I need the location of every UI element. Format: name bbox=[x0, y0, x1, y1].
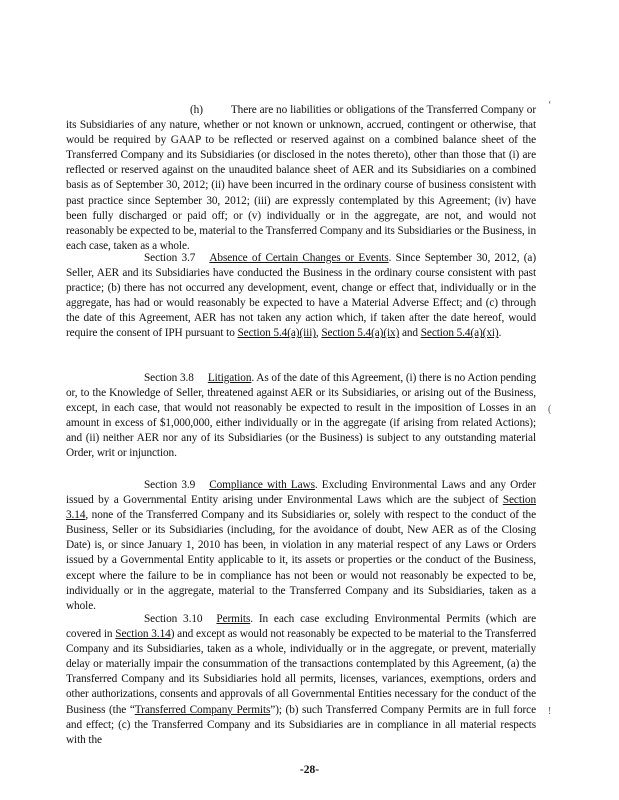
section-3-7-heading: Absence of Certain Changes or Events bbox=[209, 252, 389, 264]
section-3-10-body-b: ) and except as would not reasonably be expected to be material to the Transferred Company and its Subsidiaries, taken as a whole, individually or in the aggregate, or prevent, materially delay or materially impair the consummation of the transactions contemplated by this Agreement, (a) the Transferred Company and its Subsidiaries hold all permits, licenses, variances, exemptions, orders and other authorizations, consents and approvals of all Governmental Entities necessary for the conduct of the Business (the “ bbox=[66, 628, 536, 716]
section-3-8 bbox=[66, 371, 536, 462]
section-5-4-a-iii-link[interactable]: Section 5.4(a)(iii) bbox=[237, 327, 316, 340]
section-3-8-body: . As of the date of this Agreement, (i) there is no Action pending or, to the Knowledge of Seller, threatened against AER or its Subsidiaries, or arising out of the Business, except, in each case, that would not reasonably be expected to result in the imposition of Losses in an amount in excess of $1,000,000, either individually or in the aggregate (if arising from related Actions); and (ii) neither AER nor any of its Subsidiaries (or the Business) is subject to any outstanding material Order, writ or injunction. bbox=[66, 372, 536, 460]
section-3-7-end: . bbox=[498, 327, 502, 340]
section-3-14-link[interactable]: Section 3.14 bbox=[66, 494, 536, 522]
section-5-4-a-ix-link[interactable]: Section 5.4(a)(ix) bbox=[321, 327, 400, 340]
section-3-7-sep2: and bbox=[399, 327, 421, 340]
paragraph-h-label: (h) bbox=[190, 104, 203, 116]
section-3-9-heading: Compliance with Laws bbox=[209, 479, 315, 491]
transferred-company-permits-term: Transferred Company Permits bbox=[134, 703, 271, 716]
section-3-7-body: . Since September 30, 2012, (a) Seller, AER and its Subsidiaries have conducted the Business in the ordinary course consistent with past practice; (b) there has not occurred any development, event, change or effect that, individually or in the aggregate, has had or would reasonably be expected to have a Material Adverse Effect; and (c) through the date of this Agreement, AER has not taken any action which, if taken after the date hereof, would require the consent of IPH pursuant to bbox=[66, 252, 537, 340]
section-3-7 bbox=[66, 251, 536, 342]
section-3-10-number: Section 3.10 bbox=[144, 613, 203, 625]
section-3-7-sep1: , bbox=[315, 327, 322, 340]
section-3-10 bbox=[66, 612, 536, 748]
section-3-9-body-b: , none of the Transferred Company and its Subsidiaries or, solely with respect to the conduct of the Business, Seller or its Subsidiaries (including, for the avoidance of doubt, New AER as of the Closing Date) is, or since January 1, 2010 has been, in violation in any material respect of any Laws or Orders issued by a Governmental Entity applicable to it, its assets or properties or the conduct of the Business, except where the failure to be in compliance has not been or would not reasonably be expected to be, individually or in the aggregate, material to the Transferred Company and its Subsidiaries, taken as a whole. bbox=[66, 509, 536, 612]
page-number: -28- bbox=[299, 764, 320, 776]
section-3-14-link-2[interactable]: Section 3.14 bbox=[115, 628, 171, 641]
section-3-10-body-c: ”); (b) such Transferred Company Permits are in full force and effect; (c) the Transferred Company and its Subsidiaries are in compliance in all material respects with the bbox=[66, 703, 536, 746]
margin-mark-3: ! bbox=[548, 706, 552, 717]
paragraph-h-text: There are no liabilities or obligations of the Transferred Company or its Subsidiaries of any nature, whether or not known or unknown, accrued, contingent or otherwise, that would be required by GAAP to be reflected or reserved against on a combined balance sheet of the Transferred Company and its Subsidiaries (or disclosed in the notes thereto), other than those that (i) are reflected or reserved against on the unaudited balance sheet of AER and its Subsidiaries on a combined basis as of September 30, 2012; (ii) have been incurred in the ordinary course of business consistent with past practice since September 30, 2012; (iii) are expressly contemplated by this Agreement; (iv) have been fully discharged or paid off; or (v) individually or in the aggregate, are not, and would not reasonably be expected to be, material to the Transferred Company and its Subsidiaries or the Business, in each case, taken as a whole. bbox=[66, 104, 536, 252]
section-3-8-number: Section 3.8 bbox=[144, 372, 194, 384]
section-3-7-number: Section 3.7 bbox=[144, 252, 196, 264]
section-3-8-heading: Litigation bbox=[207, 372, 252, 384]
section-3-10-heading: Permits bbox=[216, 613, 251, 625]
margin-mark-2: ( bbox=[548, 404, 552, 415]
section-5-4-a-xi-link[interactable]: Section 5.4(a)(xi) bbox=[420, 327, 499, 340]
section-3-9 bbox=[66, 478, 536, 614]
paragraph-h bbox=[66, 103, 536, 254]
margin-mark-1: ‘ bbox=[548, 100, 552, 111]
section-3-9-body-a: . Excluding Environmental Laws and any Order issued by a Governmental Entity arising under Environmental Laws which are the subject of bbox=[66, 479, 536, 507]
section-3-10-body-a: . In each case excluding Environmental Permits (which are covered in bbox=[66, 613, 536, 641]
section-3-9-number: Section 3.9 bbox=[144, 479, 196, 491]
